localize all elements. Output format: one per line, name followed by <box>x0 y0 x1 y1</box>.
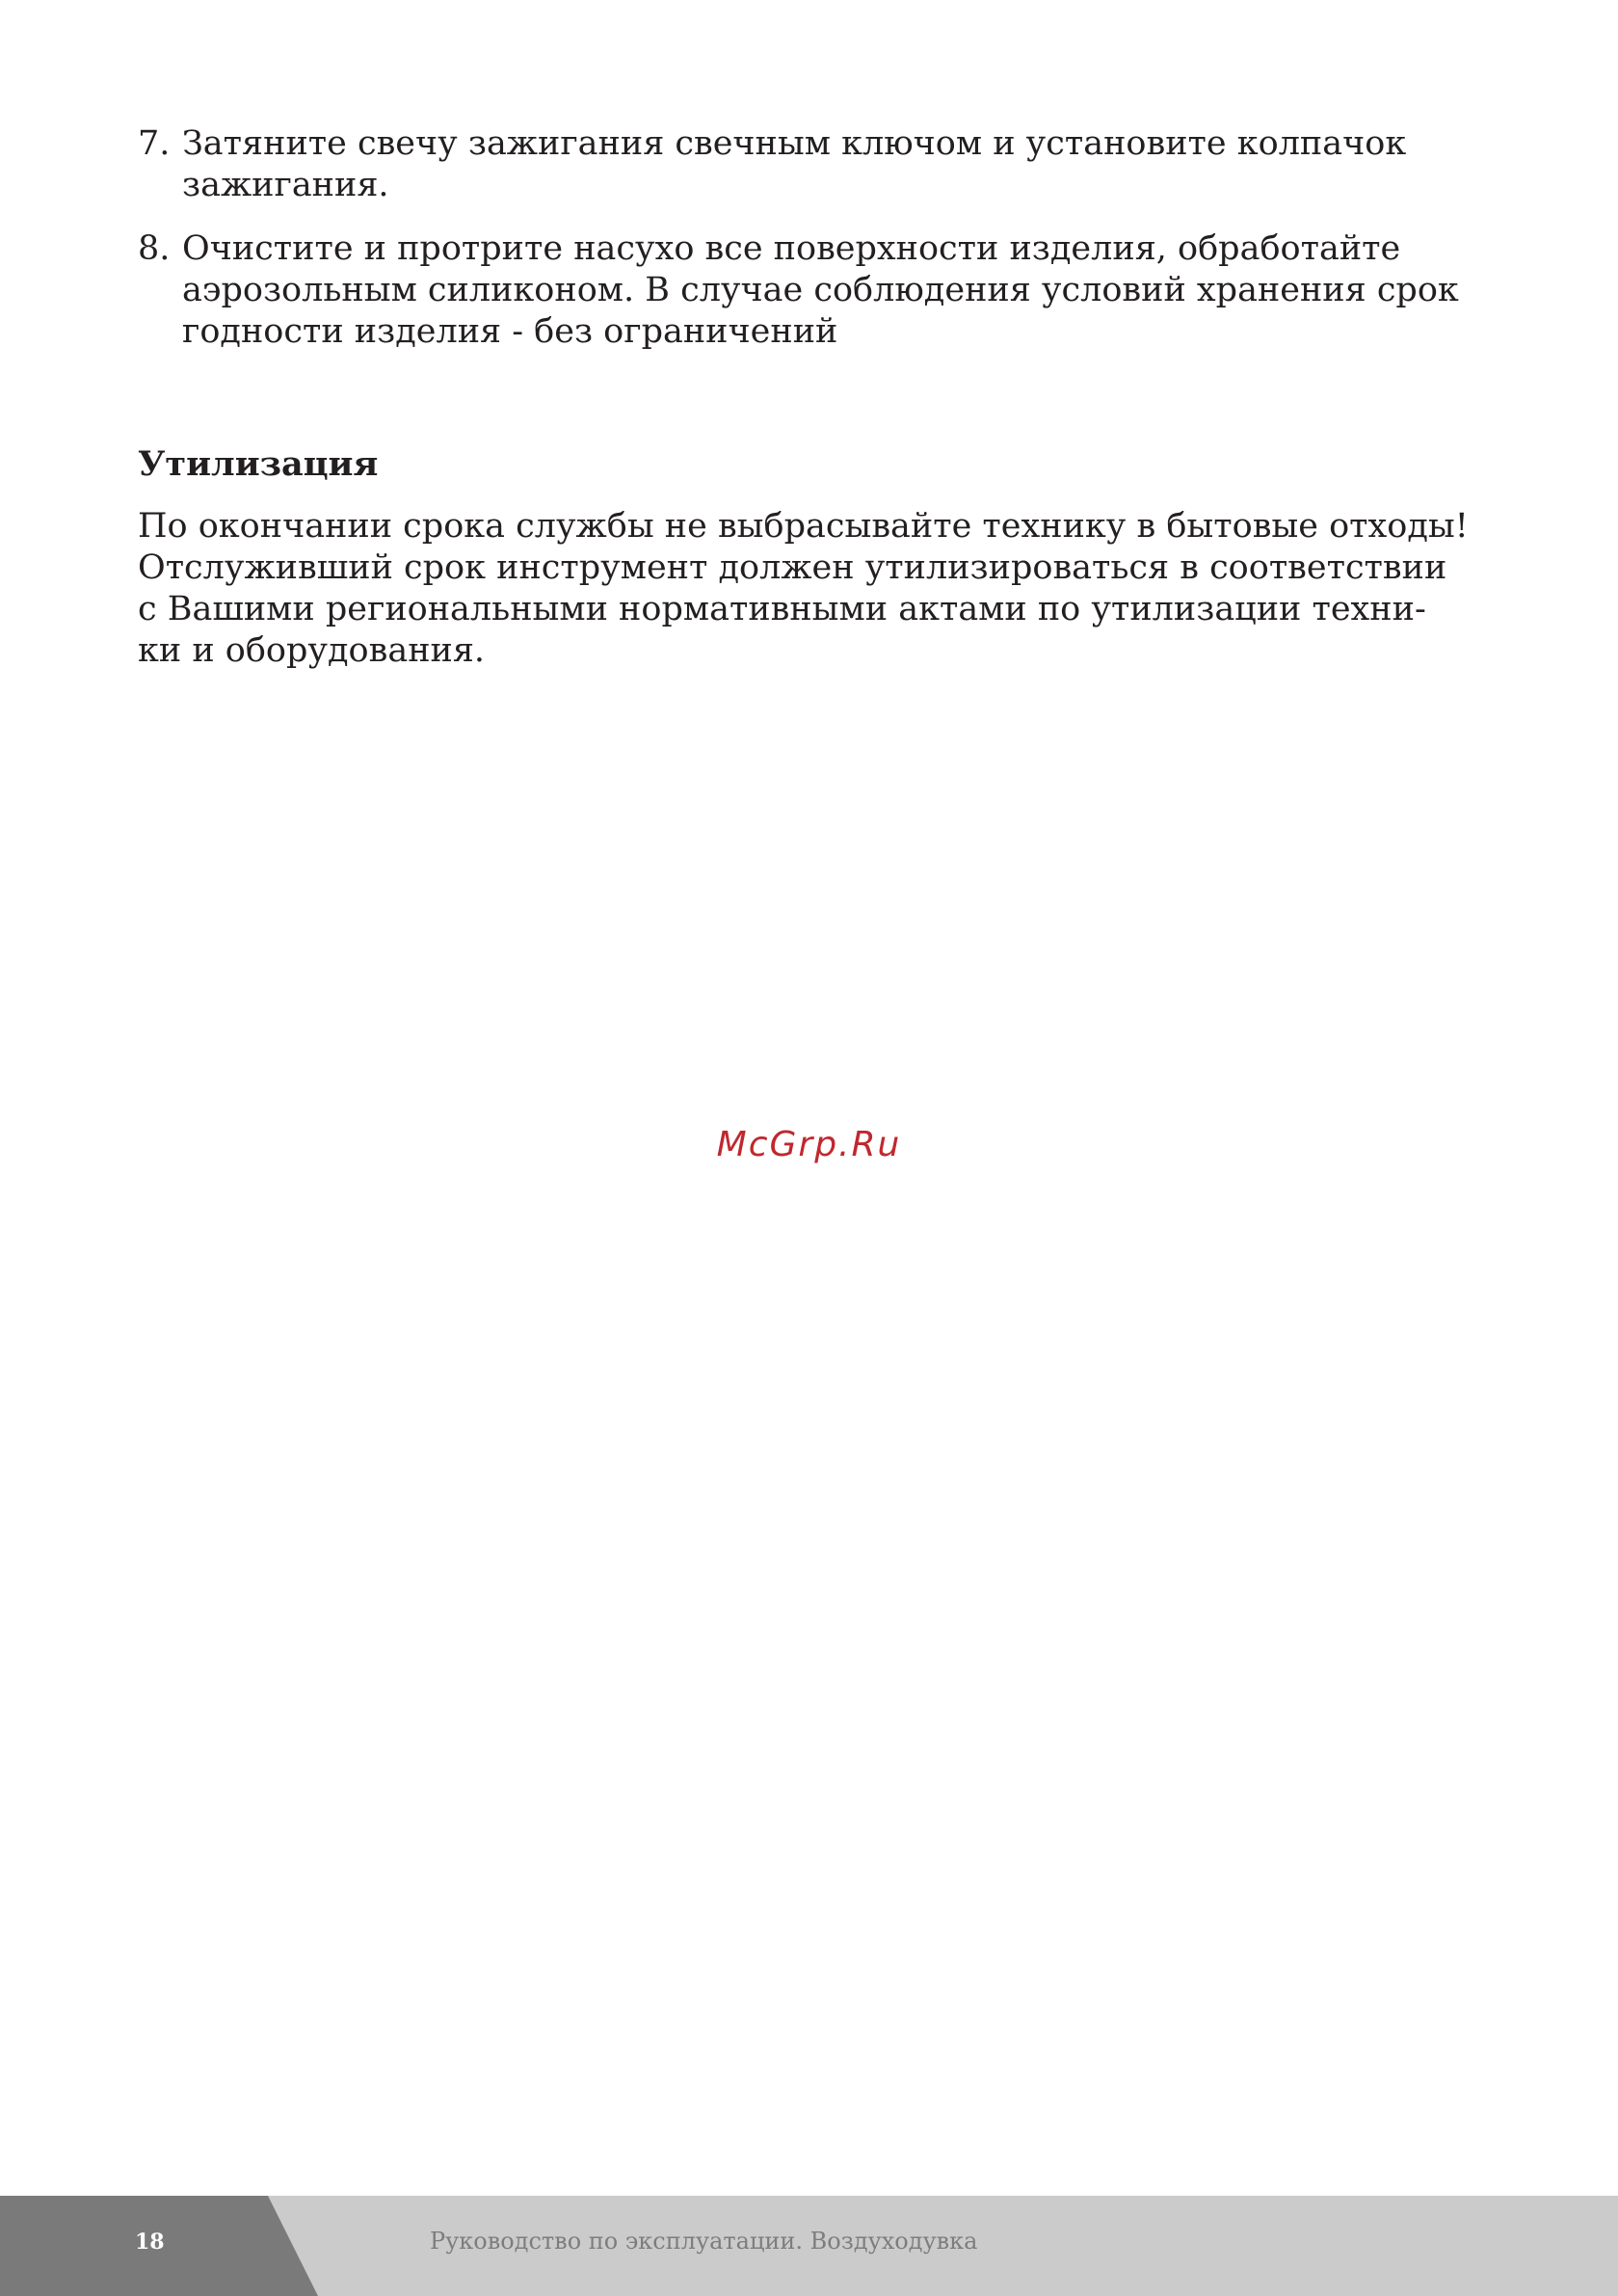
instruction-list <box>138 123 1487 375</box>
list-item-line: аэрозольным силиконом. В случае соблюдения условий хранения срок <box>182 271 1459 309</box>
paragraph-line: Отслуживший срок инструмент должен утилизироваться в соответствии <box>138 548 1447 587</box>
list-item-line: годности изделия - без ограничений <box>182 312 838 351</box>
page-number: 18 <box>135 2229 165 2255</box>
paragraph-line: ки и оборудования. <box>138 631 486 670</box>
paragraph-line: с Вашими региональными нормативными актами по утилизации техни- <box>138 590 1426 628</box>
list-item-line: зажигания. <box>182 166 389 204</box>
paragraph-line: По окончании срока службы не выбрасывайте технику в бытовые отходы! <box>138 507 1469 546</box>
list-item-number: 7. <box>138 124 171 163</box>
list-item-number: 8. <box>138 229 171 268</box>
list-item <box>138 228 1487 353</box>
disposal-heading: Утилизация <box>138 444 379 484</box>
list-item-line: Затяните свечу зажигания свечным ключом и установите колпачок <box>182 124 1407 163</box>
watermark-text: McGrp.Ru <box>716 1125 902 1164</box>
list-item <box>138 123 1487 206</box>
disposal-paragraph <box>138 506 1487 672</box>
footer-document-title: Руководство по эксплуатации. Воздуходувка <box>430 2228 978 2255</box>
list-item-line: Очистите и протрите насухо все поверхности изделия, обработайте <box>182 229 1401 268</box>
page-footer <box>0 2196 1618 2296</box>
